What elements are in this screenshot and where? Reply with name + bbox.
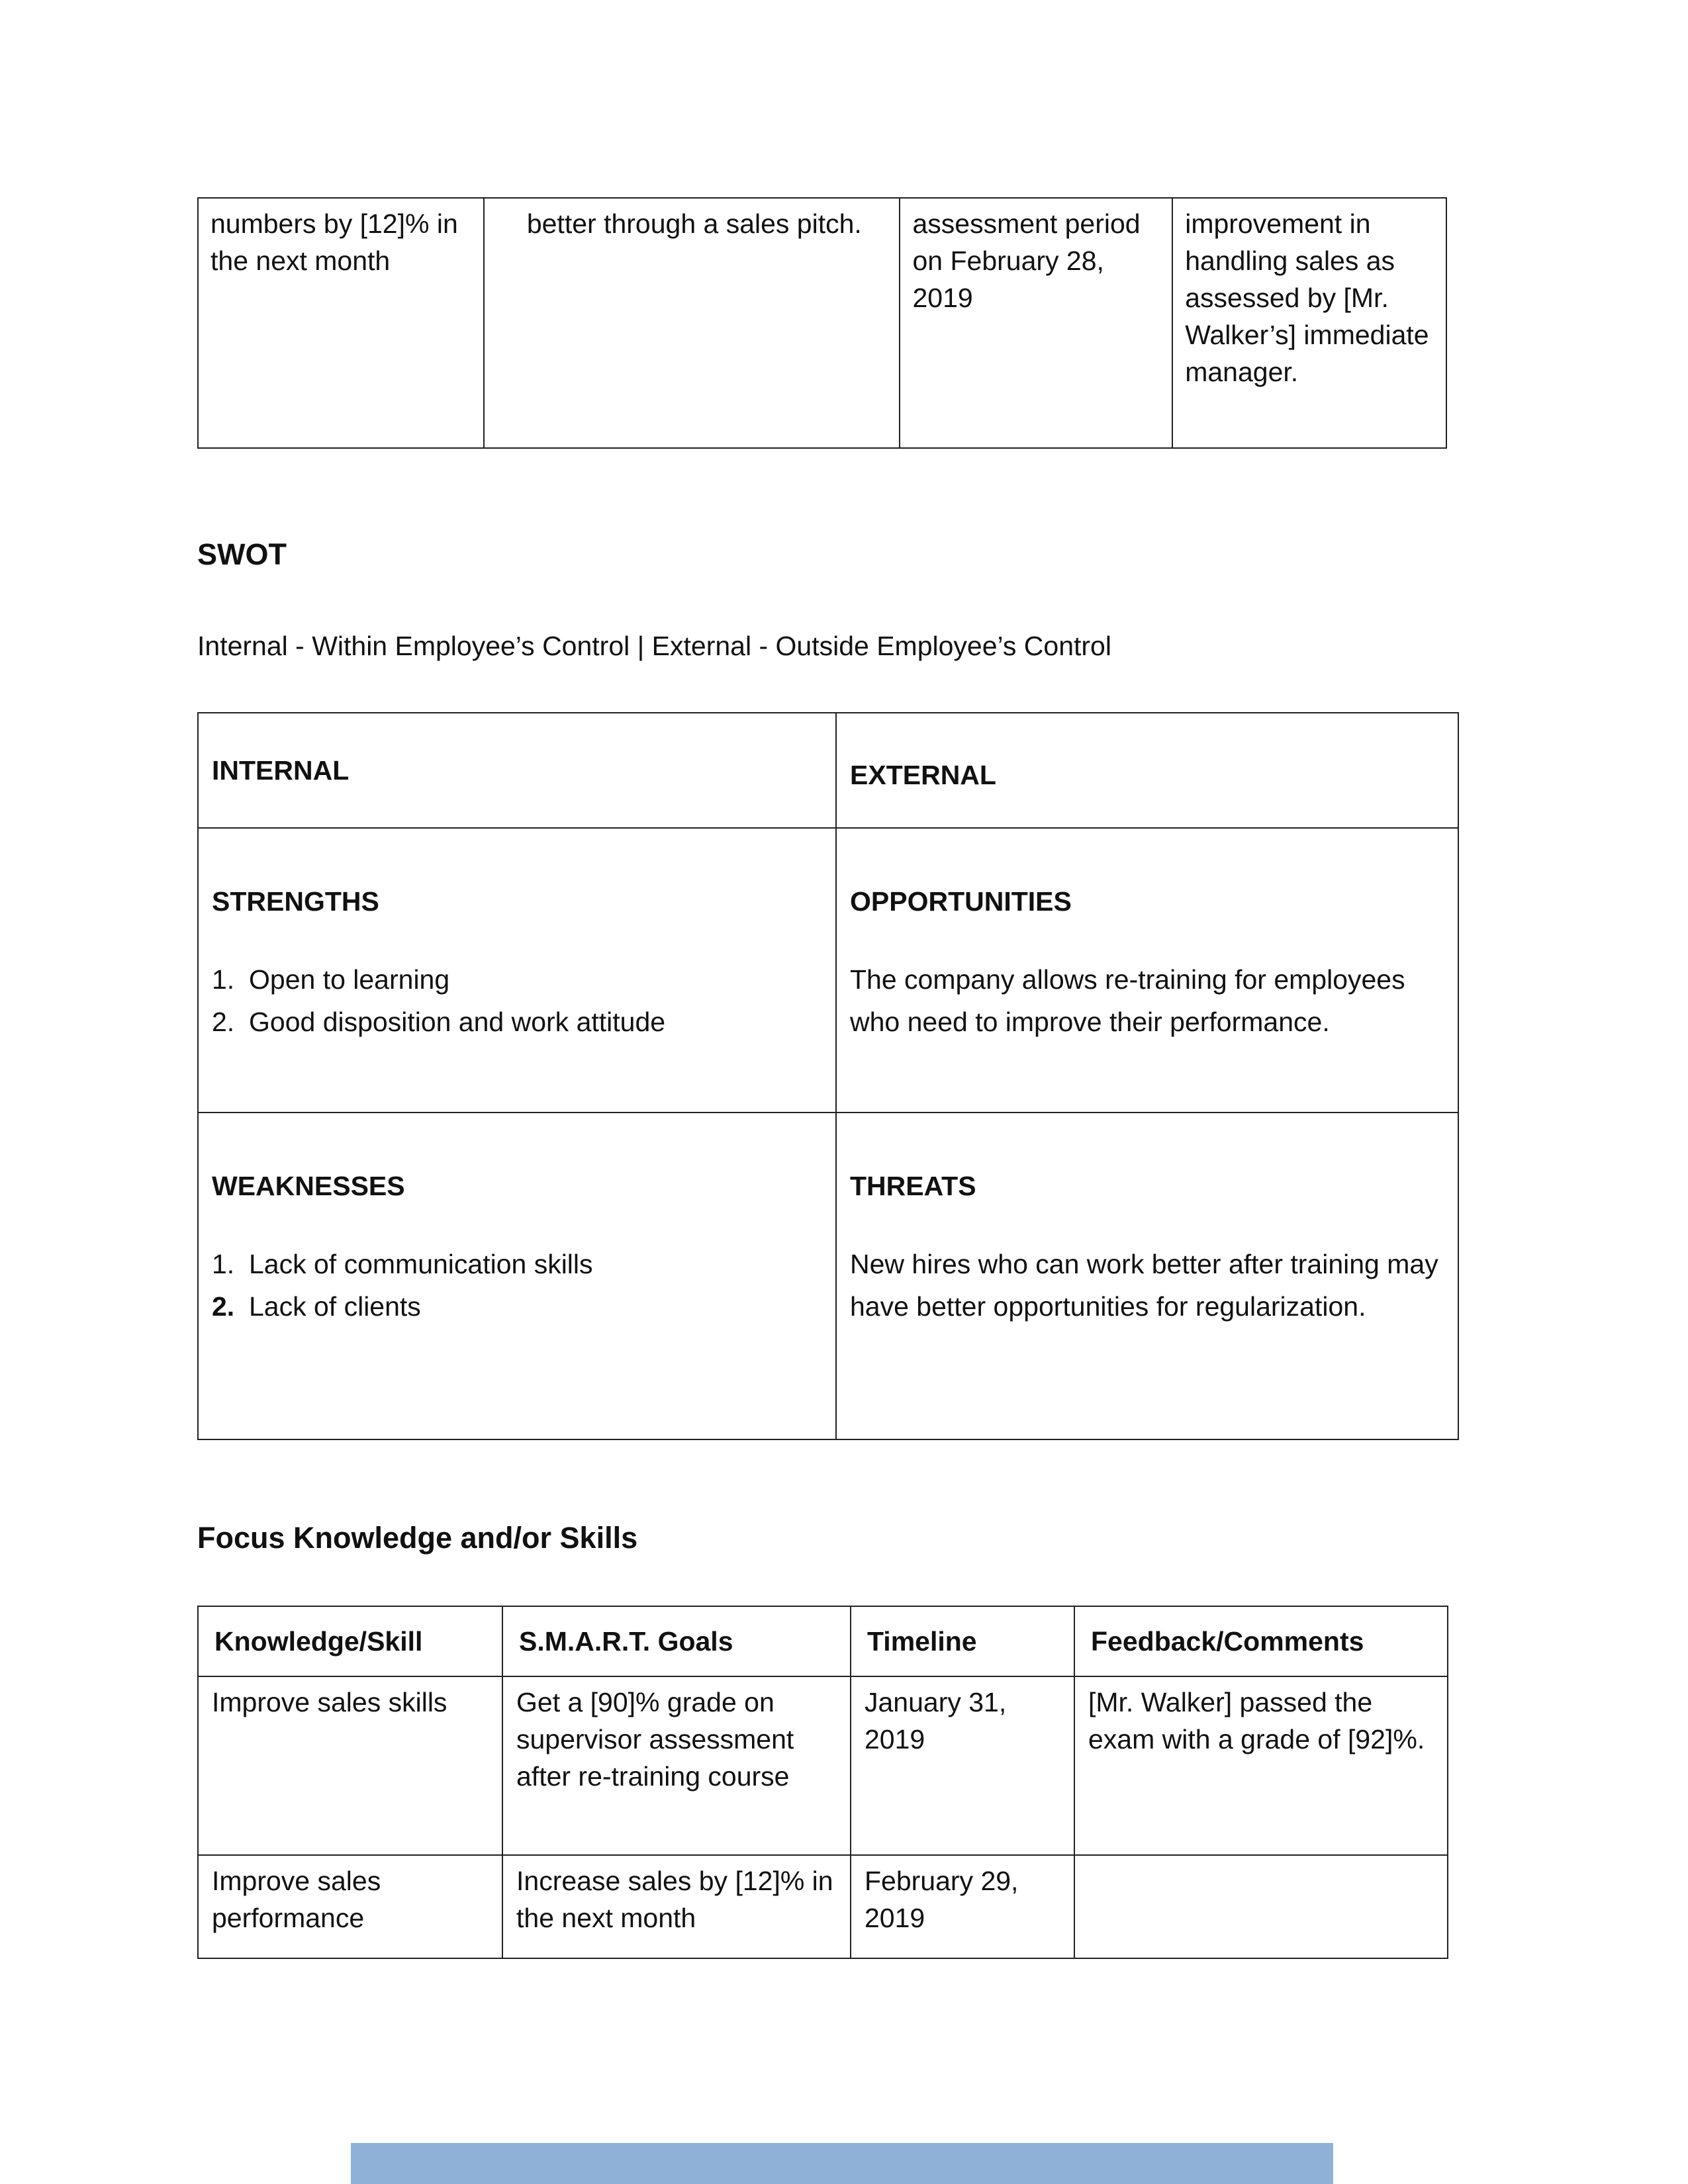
- table-cell: Improve sales performance: [198, 1855, 502, 1958]
- list-item: 1. Lack of communication skills: [212, 1249, 593, 1279]
- table-header-row: [198, 1606, 1448, 1676]
- internal-header: INTERNAL: [198, 713, 836, 828]
- table-cell: better through a sales pitch.: [484, 198, 900, 448]
- opportunities-cell: [836, 828, 1458, 1113]
- weaknesses-cell: [198, 1113, 836, 1439]
- opportunities-text: The company allows re-training for employees who need to improve their performance.: [850, 964, 1405, 1037]
- table-row: [198, 1113, 1458, 1439]
- column-header: Feedback/Comments: [1074, 1606, 1448, 1676]
- table-cell: numbers by [12]% in the next month: [198, 198, 484, 448]
- table-row: [198, 713, 1458, 828]
- list-item: 1. Open to learning: [212, 964, 450, 995]
- table-row: [198, 1855, 1448, 1958]
- strengths-title: STRENGTHS: [212, 886, 379, 917]
- swot-table: [197, 712, 1459, 1440]
- swot-subtitle: Internal - Within Employee’s Control | External - Outside Employee’s Control: [197, 631, 1111, 661]
- swot-heading: SWOT: [197, 537, 287, 571]
- threats-title: THREATS: [850, 1171, 976, 1201]
- table-cell: [Mr. Walker] passed the exam with a grade of [92]%.: [1074, 1676, 1448, 1855]
- table-cell: Improve sales skills: [198, 1676, 502, 1855]
- table-row: [198, 198, 1446, 448]
- column-header: Knowledge/Skill: [198, 1606, 502, 1676]
- external-header: EXTERNAL: [836, 713, 1458, 828]
- strengths-cell: [198, 828, 836, 1113]
- table-cell: February 29, 2019: [851, 1855, 1074, 1958]
- table-cell: Increase sales by [12]% in the next month: [502, 1855, 851, 1958]
- weaknesses-title: WEAKNESSES: [212, 1171, 405, 1201]
- table-cell: Get a [90]% grade on supervisor assessment after re-training course: [502, 1676, 851, 1855]
- focus-skills-table: [197, 1606, 1448, 1959]
- threats-text: New hires who can work better after training may have better opportunities for regularization.: [850, 1249, 1438, 1322]
- table-cell: assessment period on February 28, 2019: [900, 198, 1172, 448]
- table-cell: [1074, 1855, 1448, 1958]
- weaknesses-list: [212, 1243, 822, 1328]
- focus-heading: Focus Knowledge and/or Skills: [197, 1521, 638, 1555]
- threats-cell: [836, 1113, 1458, 1439]
- column-header: S.M.A.R.T. Goals: [502, 1606, 851, 1676]
- footer-bar: [351, 2143, 1333, 2184]
- strengths-list: [212, 958, 822, 1043]
- goals-table-continuation: [197, 197, 1447, 449]
- list-item: 2. Lack of clients: [212, 1291, 421, 1322]
- table-cell: improvement in handling sales as assessed by [Mr. Walker’s] immediate manager.: [1172, 198, 1446, 448]
- table-row: [198, 828, 1458, 1113]
- table-cell: January 31, 2019: [851, 1676, 1074, 1855]
- opportunities-title: OPPORTUNITIES: [850, 886, 1072, 917]
- table-row: [198, 1676, 1448, 1855]
- list-item: 2. Good disposition and work attitude: [212, 1007, 666, 1037]
- column-header: Timeline: [851, 1606, 1074, 1676]
